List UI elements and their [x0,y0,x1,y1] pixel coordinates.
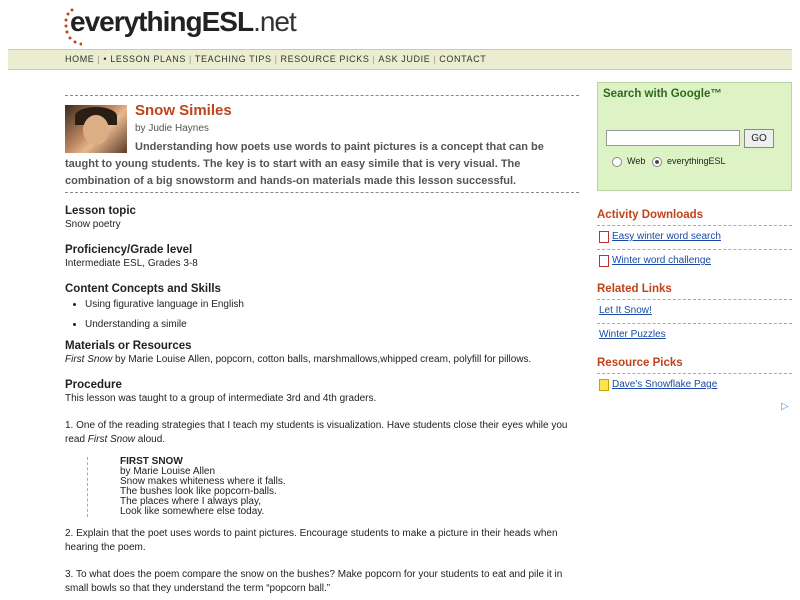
section-text: Intermediate ESL, Grades 3-8 [65,258,198,269]
radio-site[interactable] [652,156,726,167]
section-text [65,353,579,367]
sidebar-heading: Activity Downloads [597,209,704,221]
radio-icon[interactable] [612,157,622,167]
section-text: Snow poetry [65,219,121,230]
link-label[interactable]: Dave's Snowflake Page [612,379,718,390]
poem-line: Snow makes whiteness where it falls. [120,476,286,487]
section-heading: Lesson topic [65,205,136,217]
book-title: First Snow [65,354,113,365]
procedure-step-1 [65,419,579,447]
content-concepts [65,282,579,330]
materials-list: by Marie Louise Allen, popcorn, cotton balls, marshmallows,whipped cream, polyfill for pillows. [112,354,532,365]
procedure [65,378,579,596]
proficiency-level [65,243,579,271]
procedure-intro: This lesson was taught to a group of intermediate 3rd and 4th graders. [65,393,377,404]
poem-author: by Marie Louise Allen [120,466,216,477]
nav-lesson-plans[interactable]: • LESSON PLANS [103,54,186,64]
article [65,95,579,596]
step-text: 1. One of the reading strategies that I teach my students is visualization. Have students close their eyes while you read [65,420,568,445]
sidebar-heading: Related Links [597,283,672,295]
logo-main: everythingESL [70,6,254,37]
procedure-step-3: 3. To what does the poem compare the snow on the bushes? Make popcorn for your students to eat and pile it in small bowls so that they understand the term “popcorn ball.” [65,569,563,594]
divider [597,323,792,324]
divider [597,225,792,226]
nav-separator: | [372,54,376,64]
section-heading: Procedure [65,379,122,391]
article-byline: by Judie Haynes [135,123,209,134]
divider [65,192,579,193]
divider [597,299,792,300]
activity-downloads [597,209,792,269]
book-title: First Snow [87,434,136,445]
materials [65,339,579,367]
poem-line: The places where I always play, [120,496,261,507]
radio-web[interactable] [612,156,645,167]
related-link[interactable]: Let It Snow! [599,305,652,316]
resource-picks [597,357,792,393]
top-nav [8,49,792,70]
section-heading: Content Concepts and Skills [65,283,221,295]
star-icon [599,379,609,391]
radio-selected-icon[interactable] [652,157,662,167]
resource-link[interactable] [597,376,792,393]
step-text: aloud. [135,434,166,445]
download-link[interactable] [597,252,792,269]
search-title: Search with Google™ [603,88,722,100]
poem-line: The bushes look like popcorn-balls. [120,486,277,497]
article-title: Snow Similes [135,102,232,119]
section-heading: Materials or Resources [65,340,192,352]
nav-separator: | [433,54,437,64]
nav-teaching-tips[interactable]: TEACHING TIPS [194,54,272,64]
google-search-box [597,82,792,191]
poem-title: FIRST SNOW [120,456,183,467]
pdf-file-icon [599,255,609,267]
sidebar-heading: Resource Picks [597,357,683,369]
list-item: • Understanding a simile [85,319,579,330]
download-link[interactable] [597,228,792,245]
nav-contact[interactable]: CONTACT [439,54,487,64]
site-logo[interactable] [62,4,296,48]
nav-resource-picks[interactable]: RESOURCE PICKS [280,54,370,64]
divider [597,249,792,250]
list-item: • Using figurative language in English [85,299,579,310]
nav-home[interactable]: HOME [65,54,95,64]
radio-label: everythingESL [667,156,726,166]
article-intro: Understanding how poets use words to paint pictures is a concept that can be taught to young students. The key is to start with an easy simile that is very visual. The combination of a big snowstorm and hands-on materials made this lesson successful. [65,141,544,187]
link-label[interactable]: Winter word challenge [612,255,711,266]
nav-ask-judie[interactable]: ASK JUDIE [378,54,431,64]
sidebar [597,82,792,393]
logo-tld: .net [253,6,296,37]
procedure-step-2: 2. Explain that the poet uses words to paint pictures. Encourage students to make a picture in their heads when hearing the poem. [65,528,558,553]
related-links [597,283,792,343]
pdf-file-icon [599,231,609,243]
radio-label: Web [627,156,646,166]
lesson-topic [65,204,579,232]
poem-block [87,457,579,517]
section-heading: Proficiency/Grade level [65,244,193,256]
nav-separator: | [274,54,278,64]
search-go-button[interactable]: GO [744,129,774,148]
poem-line: Look like somewhere else today. [120,506,265,517]
divider [597,373,792,374]
ad-choices-icon[interactable]: ▷ [781,401,789,412]
link-label[interactable]: Easy winter word search [612,231,721,242]
search-input[interactable] [606,130,740,146]
nav-separator: | [188,54,192,64]
nav-separator: | [97,54,101,64]
related-link[interactable]: Winter Puzzles [599,329,666,340]
article-header [65,96,579,192]
